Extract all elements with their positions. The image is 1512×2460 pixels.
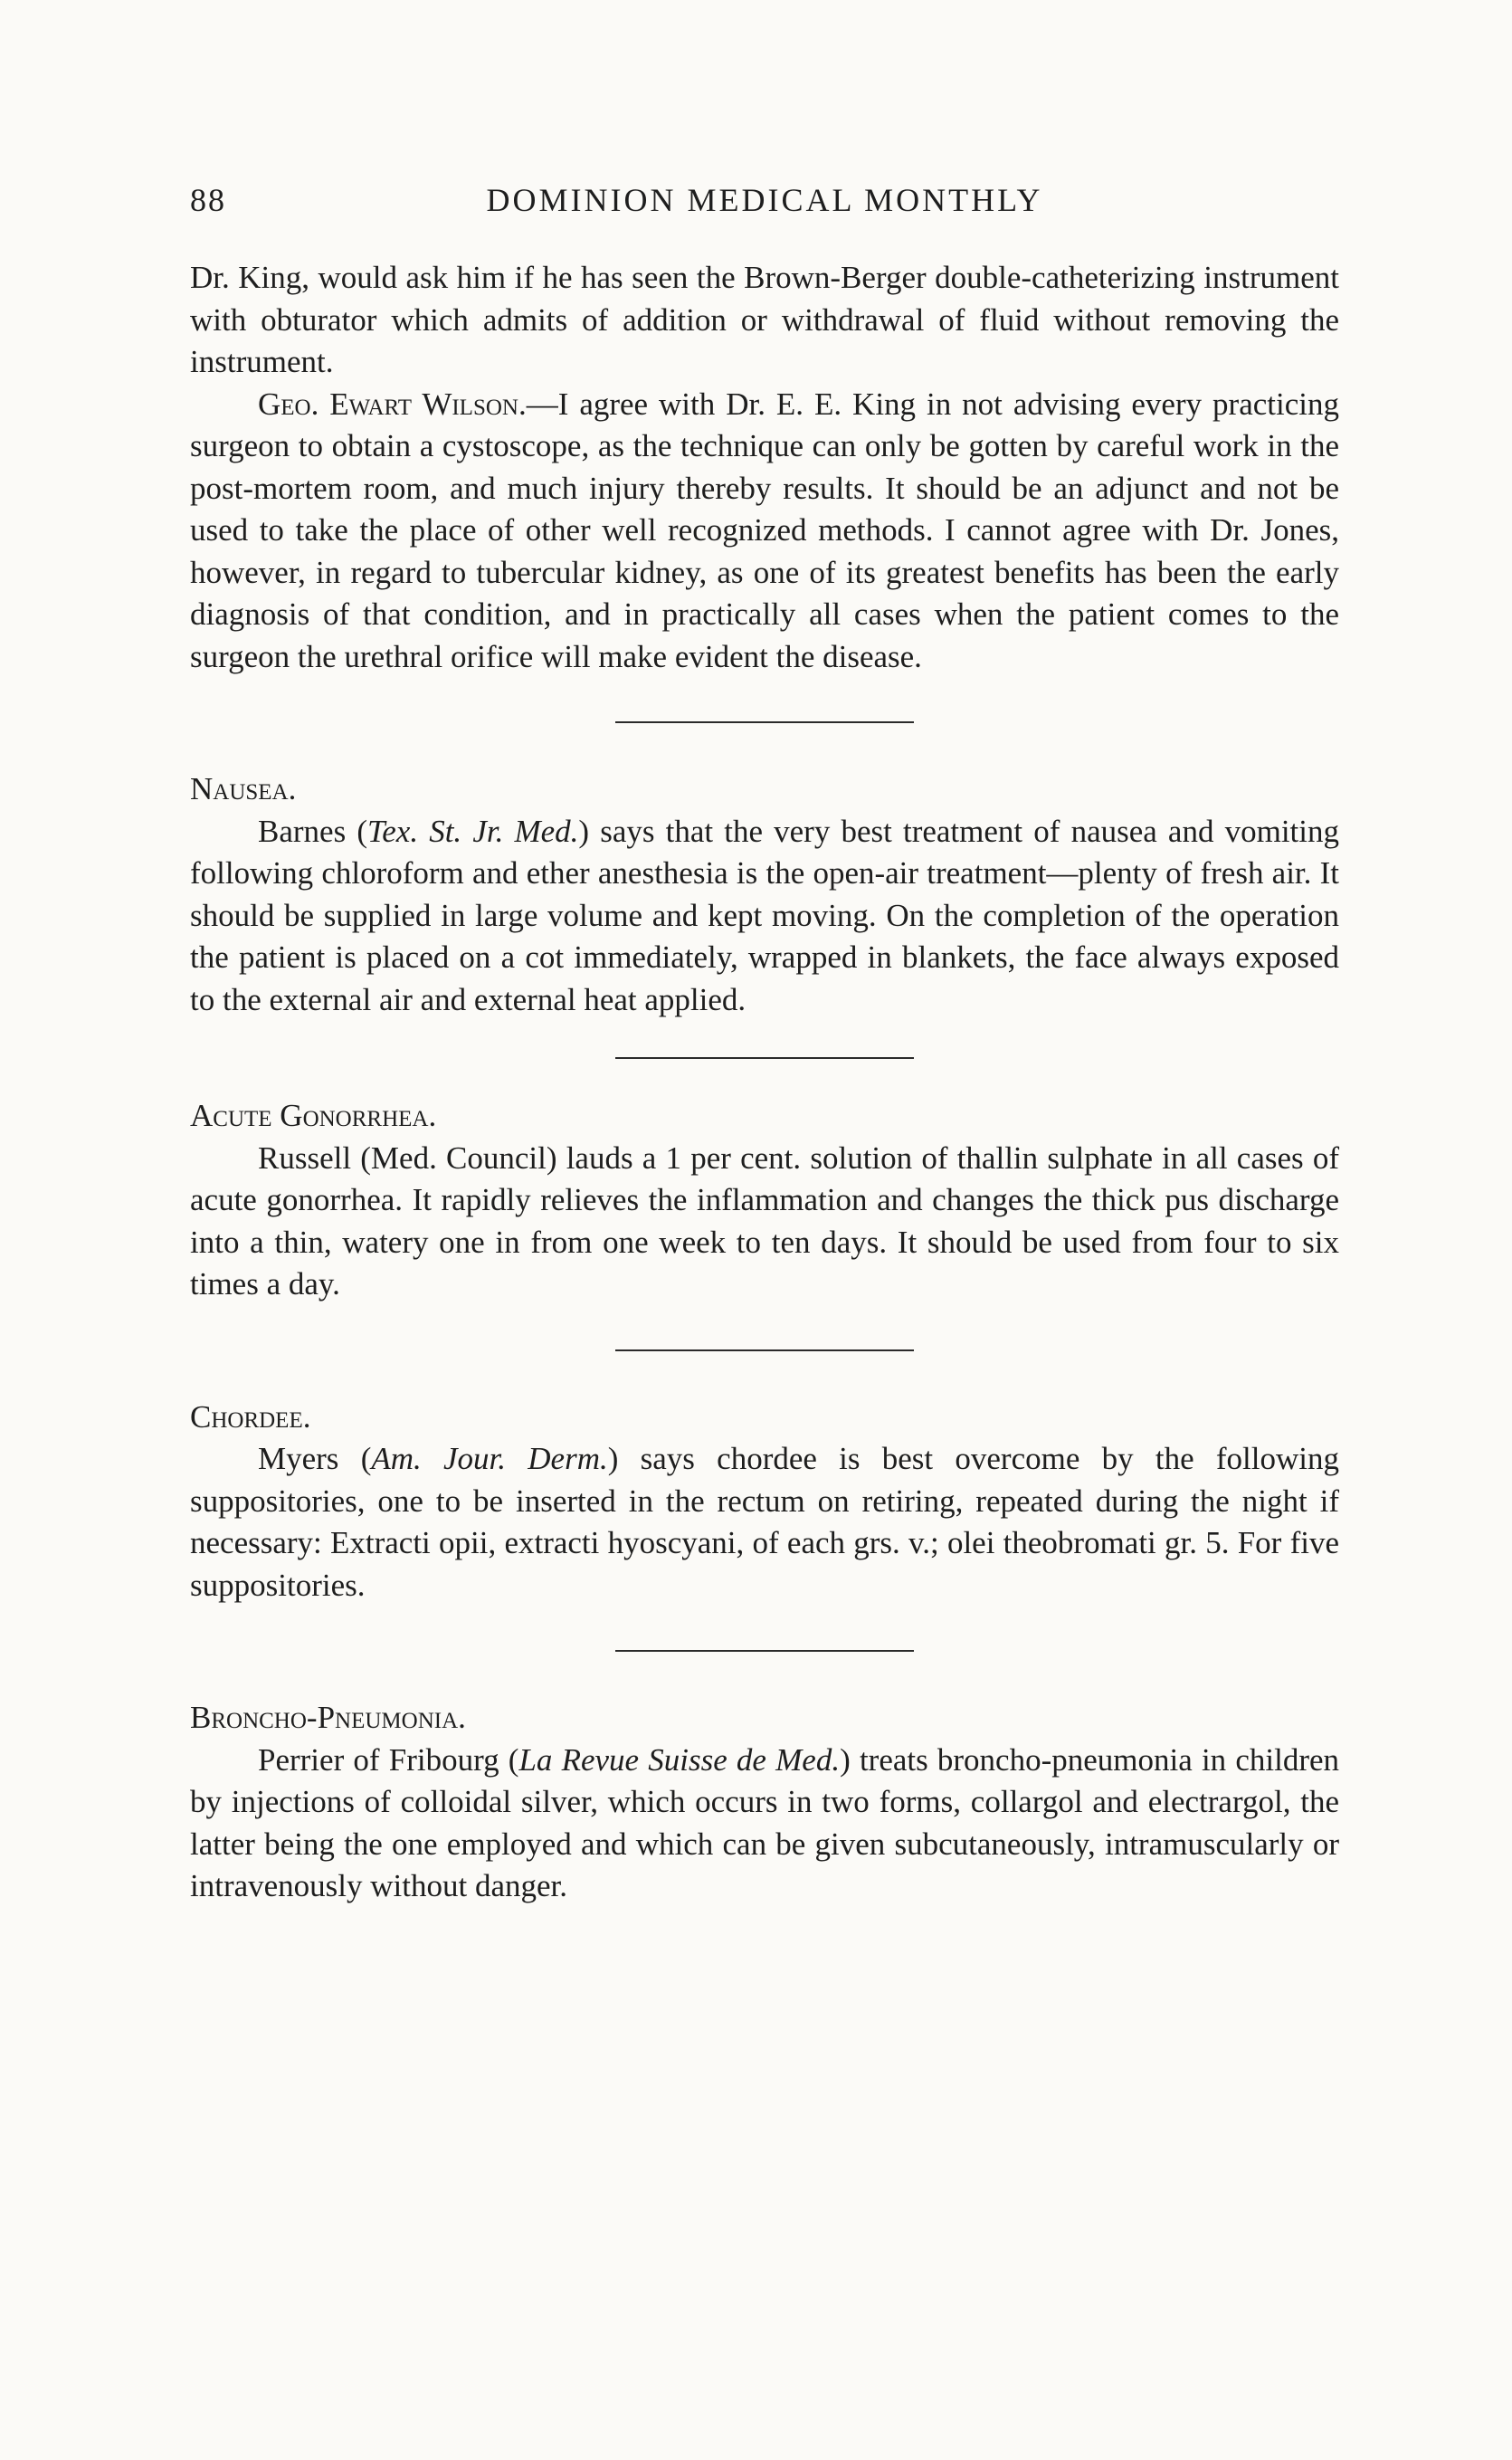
section-text: treats broncho-pneumonia in children by injections of colloidal silver, which occurs in two forms, collargol and electrargol, the latter being the one employed and which can be given subcutaneously, intramuscularly or intravenously without danger.: [190, 1741, 1340, 1903]
section-heading-chordee: Chordee.: [190, 1398, 311, 1435]
section-body-nausea: Barnes (Tex. St. Jr. Med.) says that the very best treatment of nausea and vomiting following chloroform and ether anesthesia is the open-air treatment—plenty of fresh air. It should be supplied in large volume and kept moving. On the completion of the operation the patient is placed on a cot immediately, wrapped in blankets, the face always exposed to the external air and external heat applied.: [190, 813, 1339, 1017]
document-page: [190, 181, 1339, 1908]
section-body-chordee: Myers (Am. Jour. Derm.) says chordee is best overcome by the following suppositories, one to be inserted in the rectum on retiring, repeated during the night if necessary: Extracti opii, extracti hyoscyani, of each grs. v.; olei theobromati gr. 5. For five suppositories.: [190, 1441, 1339, 1603]
running-title: DOMINION MEDICAL MONTHLY: [486, 182, 1043, 218]
section-text: says chordee is best overcome by the following suppositories, one to be inserted in the rectum on retiring, repeated during the night if necessary: Extracti opii, extracti hyoscyani, of each grs. v.; olei theobromati gr. 5. For five suppositories.: [190, 1441, 1339, 1603]
running-header: [190, 181, 1339, 226]
section-divider: [615, 1349, 914, 1351]
section-divider: [615, 1057, 914, 1059]
discussion-paragraph-wilson: [190, 384, 1339, 679]
section-heading-gonorrhea: Acute Gonorrhea.: [190, 1098, 437, 1133]
speaker-name: Geo. Ewart Wilson.: [258, 386, 527, 422]
section-heading-nausea: Nausea.: [190, 771, 297, 806]
author-name: Perrier of Fribourg: [258, 1741, 499, 1778]
section-body-broncho-pneumonia: Perrier of Fribourg (La Revue Suisse de Med.) treats broncho-pneumonia in children by injections of colloidal silver, which occurs in two forms, collargol and electrargol, the latter being the one employed and which can be given subcutaneously, intramuscularly or intravenously without danger.: [190, 1741, 1340, 1903]
section-body-gonorrhea: Russell (Med. Council) lauds a 1 per cent. solution of thallin sulphate in all cases of acute gonorrhea. It rapidly relieves the inflammation and changes the thick pus discharge into a thin, watery one in from one week to ten days. It should be used from four to six times a day.: [190, 1139, 1339, 1302]
author-name: Myers: [258, 1441, 339, 1476]
source-citation: La Revue Suisse de Med.: [518, 1741, 841, 1778]
author-name: Barnes: [258, 813, 347, 849]
discussion-paragraph-king: Dr. King, would ask him if he has seen the Brown-Berger double-catheterizing instrument with obturator which admits of addition or withdrawal of fluid without removing the instrument.: [190, 260, 1339, 379]
section-divider: [615, 1650, 914, 1652]
section-divider: [615, 721, 914, 723]
section-heading-broncho-pneumonia: Broncho-Pneumonia.: [190, 1700, 466, 1735]
source-citation: Am. Jour. Derm.: [371, 1441, 608, 1476]
wilson-remarks: —I agree with Dr. E. E. King in not advising every practicing surgeon to obtain a cystoscope, as the technique can only be gotten by careful work in the post-mortem room, and much injury thereby results. It should be an adjunct and not be used to take the place of other well recognized methods. I cannot agree with Dr. Jones, however, in regard to tubercular kidney, as one of its greatest benefits has been the early diagnosis of that condition, and in practically all cases when the patient comes to the surgeon the urethral orifice will make evident the disease.: [190, 386, 1339, 674]
page-number: 88: [190, 182, 226, 218]
section-text: says that the very best treatment of nausea and vomiting following chloroform and ether anesthesia is the open-air treatment—plenty of fresh air. It should be supplied in large volume and kept moving. On the completion of the operation the patient is placed on a cot immediately, wrapped in blankets, the face always exposed to the external air and external heat applied.: [190, 813, 1339, 1017]
source-citation: Tex. St. Jr. Med.: [367, 813, 579, 849]
